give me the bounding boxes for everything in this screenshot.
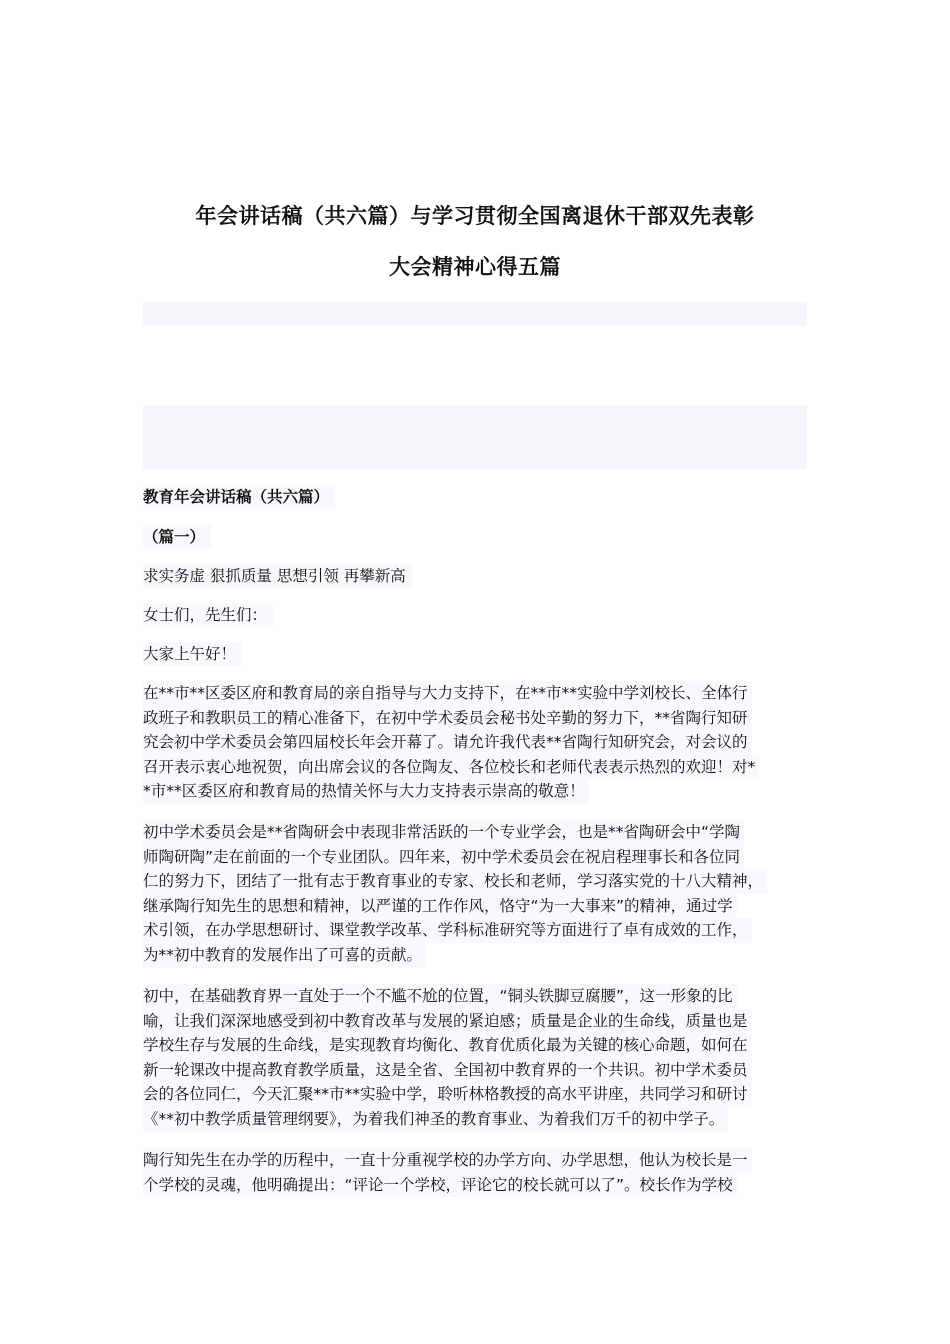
paragraph-line: 《**初中教学质量管理纲要》，为着我们神圣的教育事业、为着我们万千的初中学子。 (143, 1107, 728, 1132)
paragraph-line: 初中，在基础教育界一直处于一个不尴不尬的位置，“铜头铁脚豆腐腰”，这一形象的比 (143, 984, 737, 1009)
blank-highlight-band (143, 302, 807, 326)
paragraph-line: 为**初中教育的发展作出了可喜的贡献。 (143, 943, 426, 968)
paragraph-line: 在**市**区委区府和教育局的亲自指导与大力支持下，在**市**实验中学刘校长、全体行 (143, 681, 752, 706)
document-title-line-2: 大会精神心得五篇 (389, 255, 561, 279)
salutation: 女士们，先生们： (143, 603, 273, 627)
paragraph-line: 究会初中学术委员会第四届校长年会开幕了。请允许我代表**省陶行知研究会，对会议的 (143, 730, 752, 755)
paragraph-3 (143, 984, 807, 1132)
paragraph-line: 召开表示衷心地祝贺，向出席会议的各位陶友、各位校长和老师代表表示热烈的欢迎！对* (143, 755, 759, 780)
section-heading: 教育年会讲话稿（共六篇） (143, 485, 335, 509)
paragraph-4 (143, 1148, 807, 1197)
document-title-line-1: 年会讲话稿（共六篇）与学习贯彻全国离退休干部双先表彰 (195, 204, 755, 228)
paragraph-line: 陶行知先生在办学的历程中，一直十分重视学校的办学方向、办学思想，他认为校长是一 (143, 1148, 752, 1173)
paragraph-line: 个学校的灵魂，他明确提出：“评论一个学校，评论它的校长就可以了”。校长作为学校 (143, 1173, 737, 1198)
speech-subtitle: 求实务虚 狠抓质量 思想引领 再攀新高 (143, 564, 412, 588)
paragraph-line: 术引领，在办学思想研讨、课堂教学改革、学科标准研究等方面进行了卓有成效的工作， (143, 918, 752, 943)
paragraph-line: 会的各位同仁，今天汇聚**市**实验中学，聆听林格教授的高水平讲座，共同学习和研讨 (143, 1082, 752, 1107)
paragraph-line: 继承陶行知先生的思想和精神，以严谨的工作作风，恪守“为一大事来”的精神，通过学 (143, 894, 737, 919)
paragraph-2 (143, 820, 807, 968)
paragraph-line: *市**区委区府和教育局的热情关怀与大力支持表示崇高的敬意！ (143, 779, 589, 804)
blank-highlight-band (143, 405, 807, 469)
part-label: （篇一） (143, 525, 211, 549)
paragraph-line: 新一轮课改中提高教育教学质量，这是全省、全国初中教育界的一个共识。初中学术委员 (143, 1058, 752, 1083)
paragraph-line: 喻，让我们深深地感受到初中教育改革与发展的紧迫感；质量是企业的生命线，质量也是 (143, 1009, 752, 1034)
paragraph-line: 师陶研陶”走在前面的一个专业团队。四年来，初中学术委员会在祝启程理事长和各位同 (143, 845, 744, 870)
paragraph-1 (143, 681, 807, 804)
paragraph-line: 初中学术委员会是**省陶研会中表现非常活跃的一个专业学会，也是**省陶研会中“学陶 (143, 820, 744, 845)
paragraph-line: 仁的努力下，团结了一批有志于教育事业的专家、校长和老师，学习落实党的十八大精神， (143, 869, 767, 894)
greeting: 大家上午好！ (143, 642, 242, 666)
paragraph-line: 政班子和教职员工的精心准备下，在初中学术委员会秘书处辛勤的努力下，**省陶行知研 (143, 706, 752, 731)
paragraph-line: 学校生存与发展的生命线，是实现教育均衡化、教育优质化最为关键的核心命题，如何在 (143, 1033, 752, 1058)
